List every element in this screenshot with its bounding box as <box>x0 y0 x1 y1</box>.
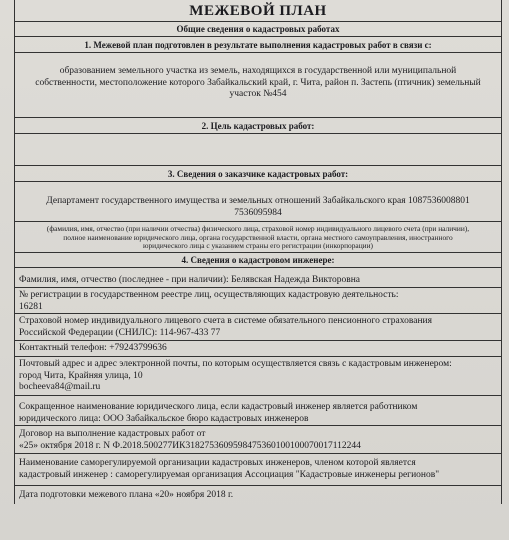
section-3-text-line-2: 7536095984 <box>234 207 282 218</box>
snils-label: Страховой номер индивидуального лицевого счета в системе обязательного пенсионного страхования <box>19 316 432 326</box>
registration-number: 16281 <box>19 301 43 312</box>
section-2-content <box>15 134 501 166</box>
address-value: город Чита, Крайняя улица, 10 <box>19 370 143 381</box>
email-value: bocheeva84@mail.ru <box>19 382 101 392</box>
section-3-content <box>15 182 501 222</box>
snils-row <box>15 314 501 341</box>
address-label: Почтовый адрес и адрес электронной почты, по которым осуществляется связь с кадастровым инженером: <box>19 359 452 369</box>
sro-value: кадастровый инженер : саморегулируемая организация Ассоциация "Кадастровые инженеры регионов" <box>19 469 440 480</box>
section-4-header: 4. Сведения о кадастровом инженере: <box>15 253 501 268</box>
address-row <box>15 357 501 396</box>
engineer-name-row <box>15 268 501 288</box>
section-1-content <box>15 53 501 118</box>
registration-row <box>15 288 501 314</box>
sro-row <box>15 454 501 486</box>
section-1-text-line-3: участок №454 <box>229 89 287 99</box>
sro-label: Наименование саморегулируемой организации кадастровых инженеров, членом которой является <box>19 458 416 468</box>
date-row <box>15 486 501 504</box>
section-3-text-line-1: Департамент государственного имущества и земельных отношений Забайкальского края 1087536008801 <box>46 196 470 206</box>
snils-value: Российской Федерации (СНИЛС): 114-967-433 77 <box>19 327 221 338</box>
section-1-text-line-1: образованием земельного участка из земель, находящихся в государственной или муниципальной <box>59 66 457 76</box>
contract-value: «25» октября 2018 г. N Ф.2018.500277ИК3182753609598475360100100070017112244 <box>19 440 361 451</box>
registration-label: № регистрации в государственном реестре лиц, осуществляющих кадастровую деятельность: <box>19 290 399 300</box>
section-3-note <box>15 222 501 253</box>
contract-label: Договор на выполнение кадастровых работ от <box>19 429 206 439</box>
boundary-plan-table <box>14 0 502 504</box>
section-3-note-line-2: полное наименование юридического лица, органа государственной власти, органа местного самоуправления, иностранного <box>63 232 453 242</box>
section-2-header: 2. Цель кадастровых работ: <box>15 118 501 134</box>
organization-value: юридического лица: ООО Забайкальское бюро кадастровых инженеров <box>19 413 309 424</box>
phone-value: Контактный телефон: +79243799636 <box>19 343 167 353</box>
section-3-note-line-3: юридического лица с указанием страны его регистрации (инкорпорации) <box>142 241 374 251</box>
contract-row <box>15 426 501 454</box>
section-1-header: 1. Межевой план подготовлен в результате выполнения кадастровых работ в связи с: <box>15 37 501 53</box>
organization-row <box>15 396 501 426</box>
document-title: МЕЖЕВОЙ ПЛАН <box>15 0 501 22</box>
general-header: Общие сведения о кадастровых работах <box>15 22 501 37</box>
engineer-name: Фамилия, имя, отчество (последнее - при наличии): Белявская Надежда Викторовна <box>19 275 361 285</box>
organization-label: Сокращенное наименование юридического лица, если кадастровый инженер является работником <box>19 402 418 412</box>
section-1-text-line-2: собственности, местоположение которого Забайкальский край, г. Чита, район п. Застепь (птичник) земельный <box>35 77 481 88</box>
section-3-header: 3. Сведения о заказчике кадастровых работ: <box>15 166 501 182</box>
section-3-note-line-1: (фамилия, имя, отчество (при наличии отчества) физического лица, страховой номер индивидуального лицевого счета (при наличии), <box>46 224 470 233</box>
phone-row <box>15 341 501 357</box>
preparation-date: Дата подготовки межевого плана «20» ноября 2018 г. <box>19 490 234 500</box>
